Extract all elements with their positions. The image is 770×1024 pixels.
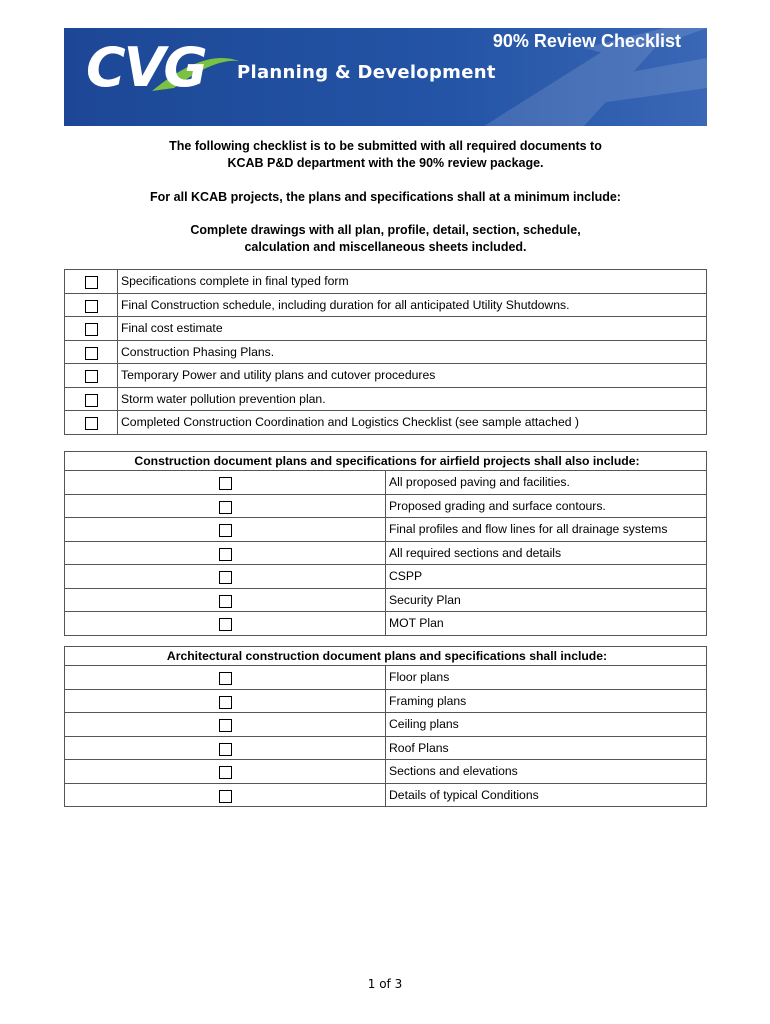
checkbox[interactable]	[219, 501, 232, 514]
checkbox-cell	[65, 411, 118, 435]
checkbox-cell	[65, 612, 386, 636]
intro-line: KCAB P&D department with the 90% review package.	[227, 156, 544, 170]
checkbox-cell	[65, 713, 386, 737]
checkbox-cell	[65, 317, 118, 341]
checklist-row	[65, 541, 707, 565]
checkbox[interactable]	[219, 790, 232, 803]
checkbox[interactable]	[85, 394, 98, 407]
checklist-row	[65, 411, 707, 435]
checklist-airfield	[64, 451, 707, 636]
checkbox[interactable]	[85, 370, 98, 383]
intro-line: The following checklist is to be submitted with all required documents to	[169, 139, 602, 153]
intro-line: calculation and miscellaneous sheets included.	[244, 240, 527, 254]
checkbox-cell	[65, 270, 118, 294]
intro-line: Complete drawings with all plan, profile, detail, section, schedule,	[190, 223, 581, 237]
checklist-item-label: Security Plan	[386, 588, 707, 612]
checklist-item-label: Final cost estimate	[118, 317, 707, 341]
checkbox[interactable]	[85, 417, 98, 430]
department-subtitle: Planning & Development	[237, 62, 496, 83]
checkbox-cell	[65, 565, 386, 589]
intro-requirement: For all KCAB projects, the plans and specifications shall at a minimum include:	[150, 190, 621, 204]
checklist-item-label: Final profiles and flow lines for all drainage systems	[386, 518, 707, 542]
checkbox[interactable]	[85, 347, 98, 360]
checkbox-cell	[65, 736, 386, 760]
checkbox[interactable]	[219, 743, 232, 756]
cvg-logo: CVG	[86, 36, 206, 99]
header-banner	[64, 28, 707, 126]
checkbox-cell	[65, 541, 386, 565]
checkbox[interactable]	[219, 766, 232, 779]
checkbox[interactable]	[85, 323, 98, 336]
section-heading-row	[65, 452, 707, 471]
checklist-row	[65, 612, 707, 636]
checkbox[interactable]	[85, 276, 98, 289]
checklist-row	[65, 565, 707, 589]
checkbox-cell	[65, 494, 386, 518]
checklist-item-label: Proposed grading and surface contours.	[386, 494, 707, 518]
checklist-row	[65, 736, 707, 760]
checklist-row	[65, 666, 707, 690]
checkbox[interactable]	[219, 571, 232, 584]
checklist-row	[65, 364, 707, 388]
checkbox[interactable]	[219, 548, 232, 561]
checkbox-cell	[65, 293, 118, 317]
checkbox-cell	[65, 340, 118, 364]
checklist-item-label: CSPP	[386, 565, 707, 589]
checklist-item-label: Construction Phasing Plans.	[118, 340, 707, 364]
checklist-item-label: Floor plans	[386, 666, 707, 690]
checklist-item-label: Sections and elevations	[386, 760, 707, 784]
checklist-row	[65, 518, 707, 542]
checkbox[interactable]	[85, 300, 98, 313]
checklist-row	[65, 471, 707, 495]
checklist-item-label: Details of typical Conditions	[386, 783, 707, 807]
checkbox[interactable]	[219, 696, 232, 709]
checklist-row	[65, 317, 707, 341]
checklist-item-label: Roof Plans	[386, 736, 707, 760]
section-heading: Construction document plans and specifications for airfield projects shall also include:	[65, 452, 707, 471]
checkbox[interactable]	[219, 477, 232, 490]
checklist-item-label: MOT Plan	[386, 612, 707, 636]
checkbox-cell	[65, 364, 118, 388]
checklist-row	[65, 270, 707, 294]
checklist-item-label: All required sections and details	[386, 541, 707, 565]
checkbox-cell	[65, 666, 386, 690]
checkbox-cell	[65, 689, 386, 713]
checklist-item-label: Storm water pollution prevention plan.	[118, 387, 707, 411]
checklist-row	[65, 494, 707, 518]
checklist-item-label: Framing plans	[386, 689, 707, 713]
checkbox-cell	[65, 471, 386, 495]
checklist-item-label: Temporary Power and utility plans and cutover procedures	[118, 364, 707, 388]
checklist-row	[65, 689, 707, 713]
checklist-row	[65, 340, 707, 364]
section-heading-row	[65, 647, 707, 666]
checklist-row	[65, 387, 707, 411]
checklist-row	[65, 588, 707, 612]
checklist-item-label: Specifications complete in final typed form	[118, 270, 707, 294]
checklist-row	[65, 760, 707, 784]
checklist-item-label: Ceiling plans	[386, 713, 707, 737]
checkbox-cell	[65, 783, 386, 807]
checklist-row	[65, 293, 707, 317]
checkbox[interactable]	[219, 595, 232, 608]
checklist-general	[64, 269, 707, 435]
checklist-item-label: Completed Construction Coordination and Logistics Checklist (see sample attached )	[118, 411, 707, 435]
checkbox[interactable]	[219, 618, 232, 631]
checkbox-cell	[65, 760, 386, 784]
checkbox-cell	[65, 518, 386, 542]
checklist-row	[65, 713, 707, 737]
checklist-row	[65, 783, 707, 807]
checklist-architectural	[64, 646, 707, 807]
section-heading: Architectural construction document plans and specifications shall include:	[65, 647, 707, 666]
checkbox[interactable]	[219, 719, 232, 732]
intro-drawings	[64, 222, 707, 256]
intro-paragraph	[64, 138, 707, 172]
checklist-item-label: All proposed paving and facilities.	[386, 471, 707, 495]
checkbox-cell	[65, 387, 118, 411]
page-title: 90% Review Checklist	[492, 31, 681, 51]
checklist-item-label: Final Construction schedule, including duration for all anticipated Utility Shutdowns.	[118, 293, 707, 317]
checkbox[interactable]	[219, 524, 232, 537]
page-number: 1 of 3	[367, 977, 403, 991]
checkbox-cell	[65, 588, 386, 612]
checkbox[interactable]	[219, 672, 232, 685]
